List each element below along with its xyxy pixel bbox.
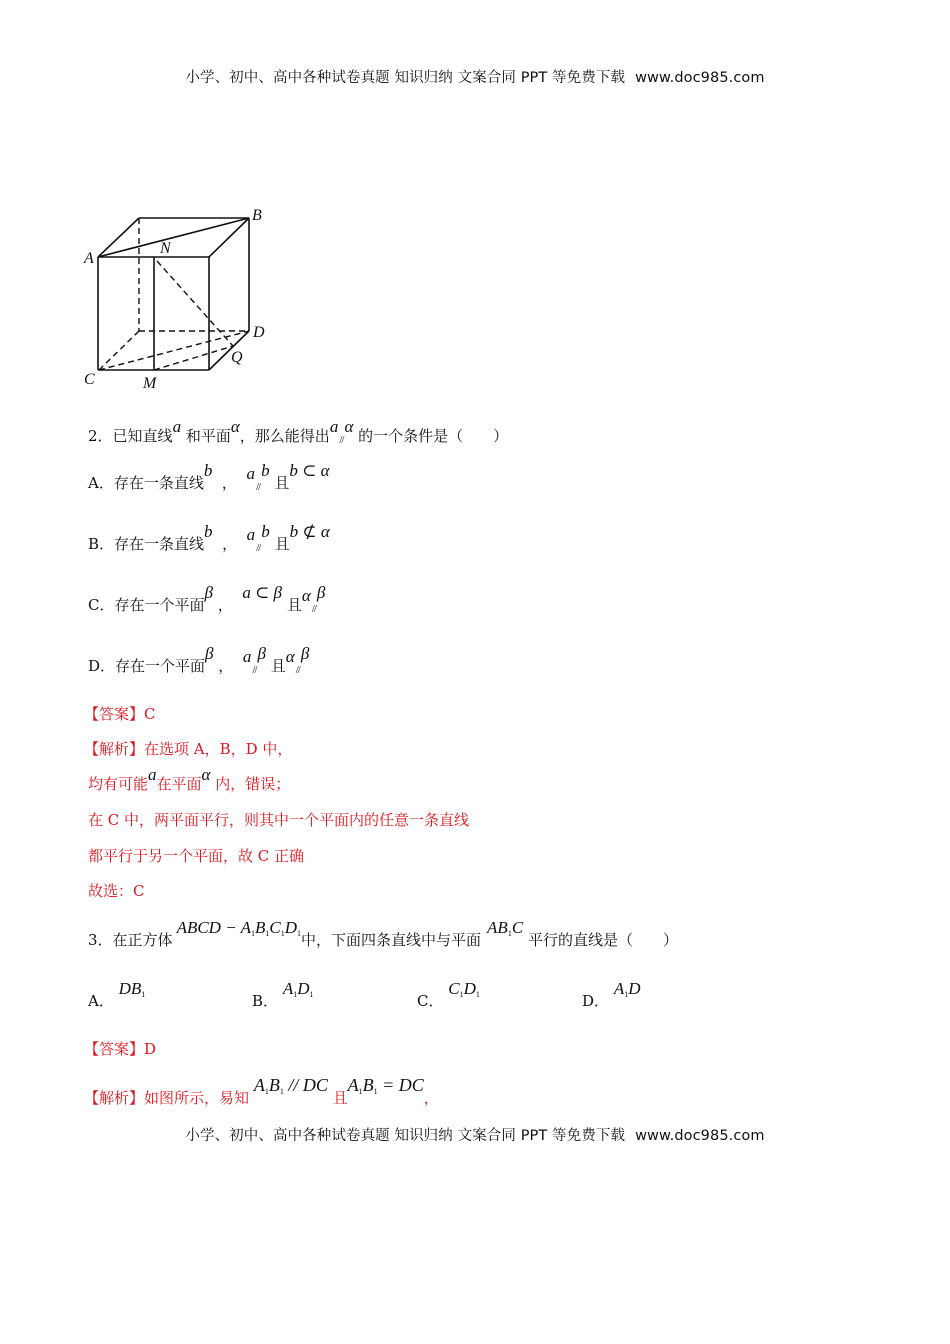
math-beta: β: [300, 644, 310, 663]
q2-analysis-line-4: 都平行于另一个平面，故 C 正确: [88, 847, 305, 865]
parallel-symbol: //: [295, 664, 300, 676]
separator: ，: [221, 474, 237, 492]
math-a: a: [172, 417, 182, 436]
option-label: B．: [252, 992, 279, 1010]
option-label: C．: [88, 596, 115, 614]
subscript: 1: [358, 1087, 363, 1096]
q3-stem-text: 在正方体: [112, 931, 173, 949]
analysis-tag: 【解析】: [84, 1089, 145, 1107]
answer-tag: 【答案】: [84, 1040, 145, 1058]
q3-option-b: [252, 979, 314, 1011]
punctuation: ，: [423, 1089, 439, 1107]
math-expr: b ⊂ α: [289, 461, 330, 480]
math-beta: β: [316, 583, 326, 602]
answer-tag: 【答案】: [84, 705, 145, 723]
subscript: 1: [459, 990, 464, 999]
option-label: D．: [88, 657, 116, 675]
math-alpha: α: [201, 765, 211, 784]
label-N: N: [160, 240, 171, 257]
math-plane: [487, 918, 523, 937]
math-alpha: α: [285, 647, 295, 666]
option-text: 存在一个平面: [114, 596, 205, 614]
subscript: 1: [475, 990, 480, 999]
subscript: 1: [507, 929, 512, 938]
math-part: D: [297, 979, 310, 998]
q2-analysis-line-1: [84, 739, 292, 759]
parallel-symbol: //: [311, 603, 316, 615]
q2-option-c: [88, 583, 326, 617]
math-part: DB: [118, 979, 142, 998]
q3-number: 3．: [88, 931, 113, 949]
q3-stem-text: 中，下面四条直线中与平面: [301, 931, 482, 949]
q2-analysis-line-5: 故选：C: [88, 882, 145, 900]
math-beta: β: [204, 583, 213, 602]
page-footer: [0, 1124, 950, 1145]
math-part: A: [253, 1075, 265, 1095]
subscript: 1: [251, 929, 255, 938]
q2-option-a: [88, 461, 330, 495]
label-C: C: [84, 371, 95, 388]
analysis-text: 如图所示，易知: [144, 1089, 250, 1107]
math-line: [448, 979, 480, 998]
parallel-symbol: //: [339, 434, 344, 446]
math-part: D: [628, 979, 641, 998]
and-text: 且: [274, 535, 290, 553]
q3-analysis: [84, 1075, 439, 1111]
math-part: B: [362, 1075, 374, 1095]
q2-stem-text: ，那么能得出: [239, 427, 330, 445]
option-label: D．: [582, 992, 610, 1010]
parallel-symbol: //: [256, 542, 261, 554]
subscript: 1: [141, 990, 146, 999]
math-part: = DC: [382, 1075, 424, 1095]
math-b: b: [203, 461, 213, 480]
parallel-symbol: //: [255, 481, 261, 493]
q2-analysis-line-2: [88, 765, 291, 794]
subscript: 1: [293, 990, 298, 999]
label-B: B: [252, 207, 262, 224]
q2-number: 2．: [88, 427, 113, 445]
math-alpha: α: [230, 417, 240, 436]
math-a: a: [242, 647, 252, 666]
math-b: b: [261, 522, 270, 541]
label-Q: Q: [231, 349, 243, 366]
math-expr-equal: [348, 1075, 424, 1095]
math-part: D: [463, 979, 476, 998]
math-line: [614, 979, 641, 998]
math-a: a: [246, 525, 256, 544]
q3-option-d: [582, 979, 641, 1011]
cube-figure: [80, 200, 280, 395]
math-line: [119, 979, 146, 998]
label-D: D: [253, 324, 265, 341]
option-text: 存在一个平面: [115, 657, 206, 675]
math-beta: β: [205, 644, 214, 663]
subscript: 1: [297, 929, 302, 938]
math-part: B: [268, 1075, 280, 1095]
math-line: [283, 979, 314, 998]
subscript: 1: [264, 1087, 269, 1096]
math-a: a: [148, 765, 157, 784]
subscript: 1: [624, 990, 629, 999]
page-header: [0, 66, 950, 87]
math-part: C: [269, 918, 281, 937]
math-expr-parallel: [254, 1075, 328, 1095]
math-part: A: [282, 979, 294, 998]
math-beta: β: [257, 644, 266, 663]
separator: ，: [218, 657, 234, 675]
analysis-tag: 【解析】: [84, 740, 145, 758]
math-part: A: [347, 1075, 359, 1095]
analysis-text: 均有可能: [88, 775, 149, 793]
math-expr: b ⊄ α: [289, 522, 330, 541]
subscript: 1: [279, 1087, 284, 1096]
option-label: A．: [88, 474, 114, 492]
math-part: AB: [487, 918, 508, 937]
footer-url[interactable]: www.doc985.com: [635, 1128, 765, 1144]
q2-stem: [88, 417, 509, 448]
and-text: 且: [270, 657, 286, 675]
option-text: 存在一条直线: [114, 535, 205, 553]
math-a: a: [329, 417, 339, 436]
analysis-text: 内，错误；: [215, 775, 291, 793]
separator: ，: [222, 535, 238, 553]
math-alpha: α: [344, 417, 354, 436]
subscript: 1: [280, 929, 285, 938]
q2-stem-text: 的一个条件是（ ）: [358, 427, 509, 445]
q3-option-c: [417, 979, 480, 1011]
subscript: 1: [309, 990, 314, 999]
subscript: 1: [265, 929, 270, 938]
option-label: B．: [88, 535, 115, 553]
math-part: // DC: [288, 1075, 328, 1095]
parallel-symbol: //: [252, 664, 257, 676]
q3-answer: [84, 1039, 156, 1059]
subscript: 1: [373, 1087, 378, 1096]
q2-stem-text: 和平面: [185, 427, 231, 445]
math-expr: a ⊂ β: [242, 583, 283, 602]
answer-value: D: [144, 1040, 157, 1058]
math-part: B: [255, 918, 266, 937]
option-label: A．: [88, 992, 114, 1010]
q3-option-a: [88, 979, 146, 1011]
math-cube-name: [177, 918, 301, 937]
q2-answer: [84, 704, 156, 724]
and-text: 且: [286, 596, 302, 614]
analysis-text: 在平面: [156, 775, 202, 793]
math-part: A: [613, 979, 625, 998]
math-b: b: [204, 522, 213, 541]
separator: ，: [217, 596, 233, 614]
q3-stem-text: 平行的直线是（ ）: [527, 931, 678, 949]
q2-option-d: [88, 644, 310, 678]
math-alpha: α: [301, 586, 311, 605]
answer-value: C: [144, 705, 156, 723]
label-M: M: [143, 375, 157, 392]
q2-stem-text: 已知直线: [112, 427, 173, 445]
option-label: C．: [417, 992, 444, 1010]
footer-text: 小学、初中、高中各种试卷真题 知识归纳 文案合同 PPT 等免费下载: [185, 1128, 626, 1144]
math-part: D: [284, 918, 298, 937]
header-text: 小学、初中、高中各种试卷真题 知识归纳 文案合同 PPT 等免费下载: [185, 70, 626, 86]
math-a: a: [246, 464, 255, 483]
q2-analysis-line-3: 在 C 中，两平面平行，则其中一个平面内的任意一条直线: [88, 811, 470, 829]
label-A: A: [84, 250, 94, 267]
and-text: 且: [332, 1089, 348, 1107]
analysis-text: 在选项 A，B，D 中，: [144, 740, 293, 758]
math-b: b: [261, 461, 270, 480]
math-part: C: [511, 918, 524, 937]
math-part: ABCD − A: [176, 918, 251, 937]
q2-option-b: [88, 522, 330, 556]
q3-stem: [88, 918, 678, 953]
header-url[interactable]: www.doc985.com: [635, 70, 765, 86]
option-text: 存在一条直线: [113, 474, 204, 492]
math-part: C: [448, 979, 460, 998]
and-text: 且: [274, 474, 290, 492]
